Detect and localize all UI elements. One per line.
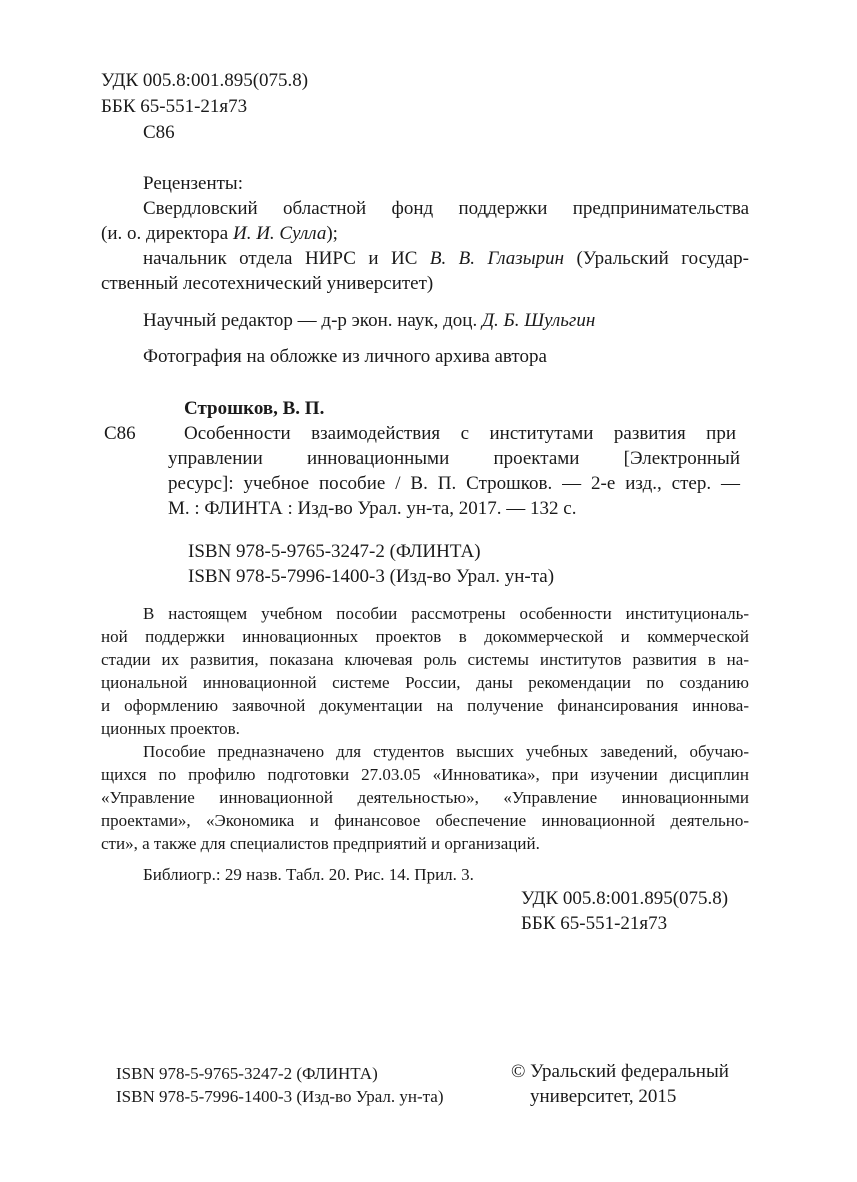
abstract-line: «Управление инновационной деятельностью», «Управление инновационными xyxy=(101,788,749,807)
abstract-line: стадии их развития, показана ключевая роль системы институтов развития в на- xyxy=(101,650,749,669)
abstract-line: циональной инновационной системе России, даны рекомендации по созданию xyxy=(101,673,749,692)
catalog-title-line-3: ресурс]: учебное пособие / В. П. Строшков. — 2-е изд., стер. — xyxy=(168,473,740,494)
editor-prefix: Научный редактор — д-р экон. наук, доц. xyxy=(143,310,482,331)
reviewer-suffix: (Уральский государ- xyxy=(564,248,750,269)
catalog-author: Строшков, В. П. xyxy=(184,398,325,419)
abstract-line: сти», а также для специалистов предприятий и организаций. xyxy=(101,834,540,853)
catalog-title-line-2: управлении инновационными проектами [Электронный xyxy=(168,448,740,469)
bbk-code: ББК 65-551-21я73 xyxy=(101,96,248,117)
reviewer-line-3 xyxy=(143,246,749,271)
abstract-line: В настоящем учебном пособии рассмотрены особенности институциональ- xyxy=(143,604,749,623)
abstract-line: Пособие предназначено для студентов высших учебных заведений, обучаю- xyxy=(143,742,749,761)
copyright-line-1: © Уральский федеральный xyxy=(511,1061,729,1082)
reviewer-name-sulla: И. И. Сулла xyxy=(232,223,327,244)
author-code: С86 xyxy=(143,122,175,143)
bbk-code-bottom: ББК 65-551-21я73 xyxy=(521,913,668,934)
abstract-line: и оформлению заявочной документации на получение финансирования иннова- xyxy=(101,696,749,715)
catalog-isbn-1: ISBN 978-5-9765-3247-2 (ФЛИНТА) xyxy=(188,541,481,562)
abstract-line: ционных проектов. xyxy=(101,719,240,738)
copyright-line-2: университет, 2015 xyxy=(530,1086,677,1107)
abstract-line: проектами», «Экономика и финансовое обеспечение инновационной деятельно- xyxy=(101,811,749,830)
editor-name: Д. Б. Шульгин xyxy=(481,310,596,331)
reviewer-line-2 xyxy=(101,221,338,246)
catalog-code: С86 xyxy=(104,423,136,444)
scientific-editor xyxy=(143,308,595,333)
bibliography-note: Библиогр.: 29 назв. Табл. 20. Рис. 14. Прил. 3. xyxy=(143,865,474,884)
udk-code: УДК 005.8:001.895(075.8) xyxy=(101,70,309,91)
reviewer-prefix: начальник отдела НИРС и ИС xyxy=(143,248,430,269)
udk-code-bottom: УДК 005.8:001.895(075.8) xyxy=(521,888,729,909)
catalog-isbn-2: ISBN 978-5-7996-1400-3 (Изд-во Урал. ун-та) xyxy=(188,566,555,587)
reviewers-heading: Рецензенты: xyxy=(143,173,243,194)
reviewer-prefix: (и. о. директора xyxy=(101,223,233,244)
abstract-line: ной поддержки инновационных проектов в докоммерческой и коммерческой xyxy=(101,627,749,646)
reviewer-name-glazyrin: В. В. Глазырин xyxy=(429,248,565,269)
abstract-line: щихся по профилю подготовки 27.03.05 «Инноватика», при изучении дисциплин xyxy=(101,765,749,784)
reviewer-suffix: ); xyxy=(326,223,338,244)
footer-isbn-2: ISBN 978-5-7996-1400-3 (Изд-во Урал. ун-та) xyxy=(116,1087,444,1106)
footer-isbn-1: ISBN 978-5-9765-3247-2 (ФЛИНТА) xyxy=(116,1064,378,1083)
reviewer-line-1: Свердловский областной фонд поддержки предпринимательства xyxy=(143,198,749,219)
catalog-title-line-1: Особенности взаимодействия с институтами развития при xyxy=(184,423,736,444)
catalog-title-line-4: М. : ФЛИНТА : Изд-во Урал. ун-та, 2017. — 132 с. xyxy=(168,498,577,519)
photo-note: Фотография на обложке из личного архива автора xyxy=(143,346,547,367)
reviewer-line-4: ственный лесотехнический университет) xyxy=(101,273,434,294)
